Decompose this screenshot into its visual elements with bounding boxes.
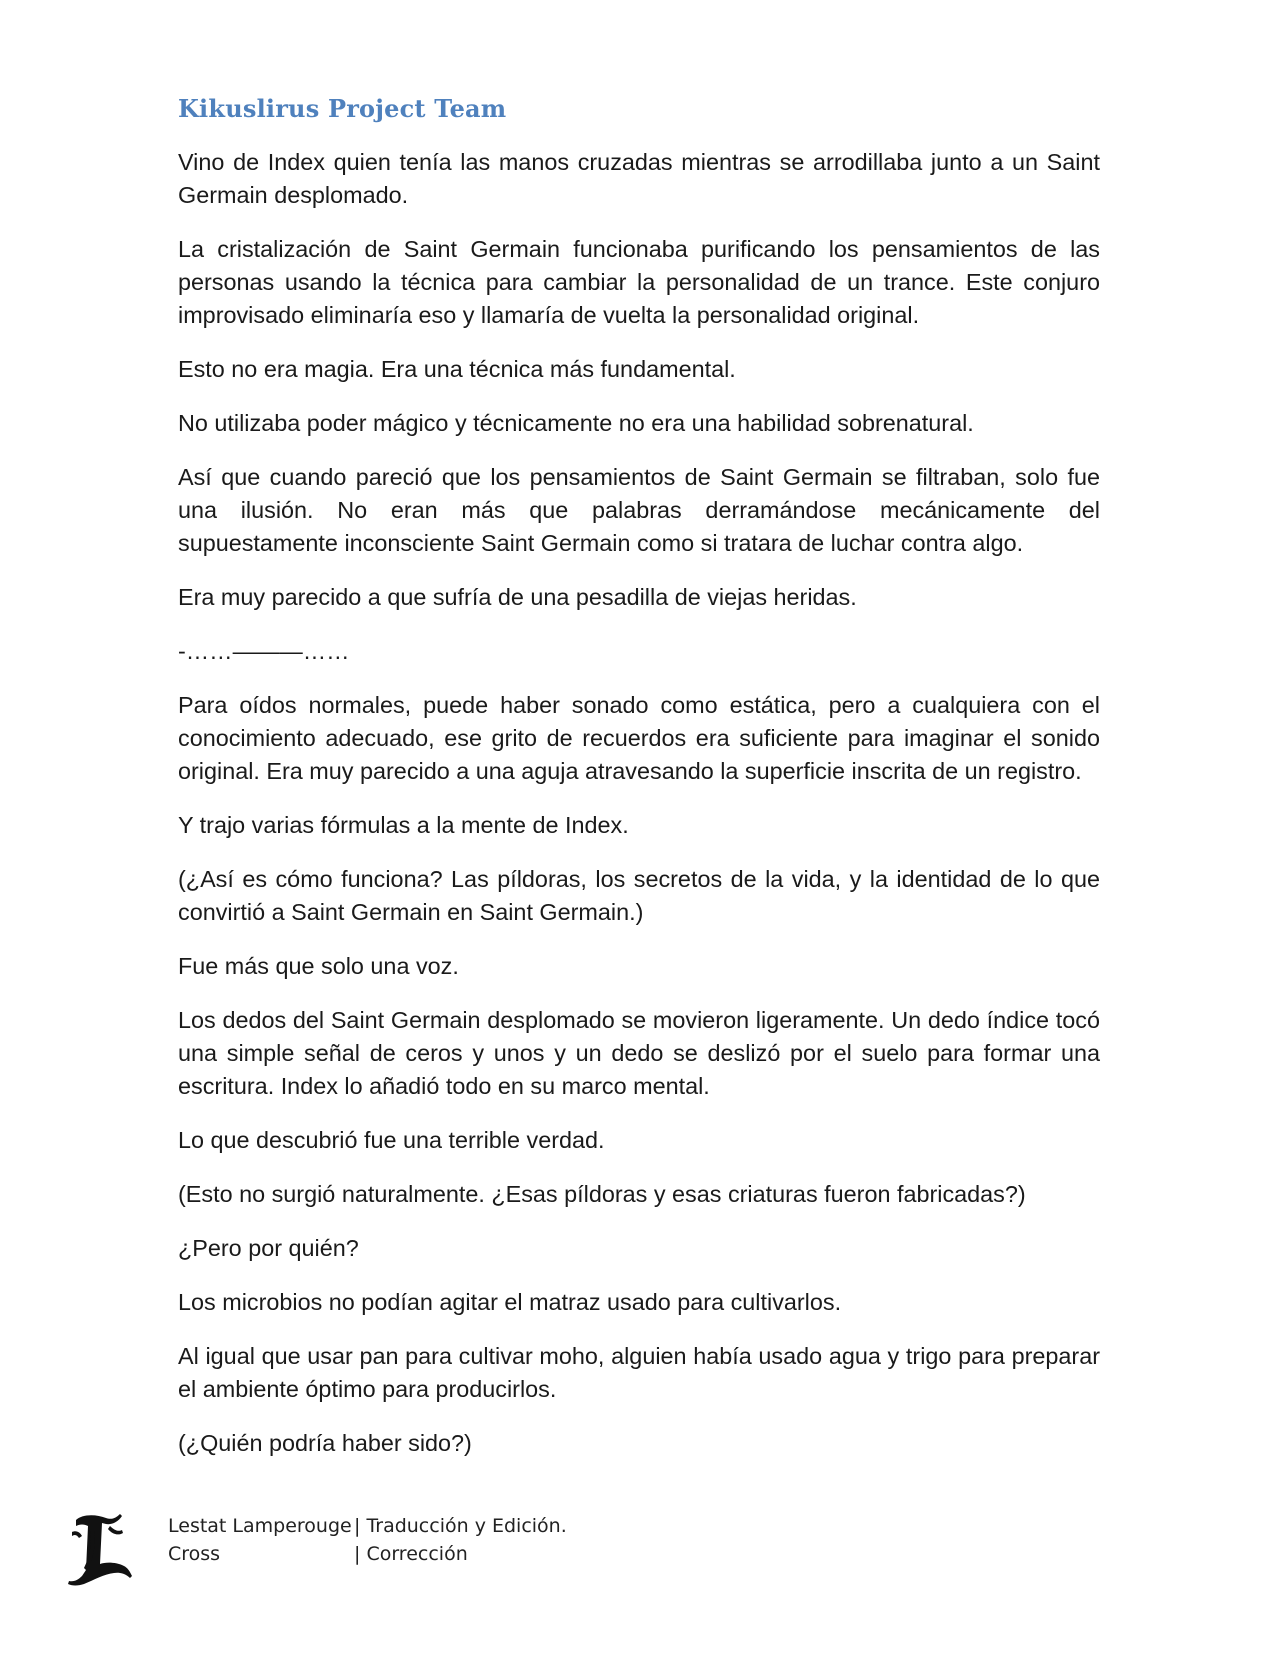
paragraph: Para oídos normales, puede haber sonado como estática, pero a cualquiera con el conocimiento adecuado, ese grito de recuerdos era suficiente para imaginar el sonido original. Era muy parecido a una aguja atravesando la superficie inscrita de un registro. bbox=[178, 692, 1100, 784]
credit-role: | Corrección bbox=[354, 1543, 468, 1565]
paragraph: No utilizaba poder mágico y técnicamente no era una habilidad sobrenatural. bbox=[178, 410, 974, 436]
paragraph: ¿Pero por quién? bbox=[178, 1235, 359, 1261]
paragraph: Vino de Index quien tenía las manos cruzadas mientras se arrodillaba junto a un Saint Germain desplomado. bbox=[178, 149, 1100, 208]
paragraph: Lo que descubrió fue una terrible verdad. bbox=[178, 1127, 605, 1153]
paragraph: Y trajo varias fórmulas a la mente de Index. bbox=[178, 812, 629, 838]
paragraph: (Esto no surgió naturalmente. ¿Esas píldoras y esas criaturas fueron fabricadas?) bbox=[178, 1181, 1026, 1207]
paragraph: Al igual que usar pan para cultivar moho, alguien había usado agua y trigo para preparar el ambiente óptimo para producirlos. bbox=[178, 1343, 1100, 1402]
credit-row bbox=[168, 1512, 567, 1540]
paragraph: -……———…… bbox=[178, 638, 350, 664]
paragraph: Esto no era magia. Era una técnica más fundamental. bbox=[178, 356, 736, 382]
credit-name: Lestat Lamperouge bbox=[168, 1515, 352, 1537]
paragraph: (¿Quién podría haber sido?) bbox=[178, 1430, 472, 1456]
paragraph: Así que cuando pareció que los pensamientos de Saint Germain se filtraban, solo fue una ilusión. No eran más que palabras derramándose mecánicamente del supuestamente inconsciente Saint Germain como si tratara de luchar contra algo. bbox=[178, 464, 1100, 556]
page-footer bbox=[60, 1512, 760, 1592]
credits bbox=[168, 1512, 567, 1568]
paragraph: Era muy parecido a que sufría de una pesadilla de viejas heridas. bbox=[178, 584, 857, 610]
team-header: Kikuslirus Project Team bbox=[178, 94, 507, 123]
body-text bbox=[178, 146, 1100, 1481]
credit-row bbox=[168, 1540, 567, 1568]
paragraph: (¿Así es cómo funciona? Las píldoras, los secretos de la vida, y la identidad de lo que convirtió a Saint Germain en Saint Germain.) bbox=[178, 866, 1100, 925]
paragraph: La cristalización de Saint Germain funcionaba purificando los pensamientos de las personas usando la técnica para cambiar la personalidad de un trance. Este conjuro improvisado eliminaría eso y llamaría de vuelta la personalidad original. bbox=[178, 236, 1100, 328]
paragraph: Los dedos del Saint Germain desplomado se movieron ligeramente. Un dedo índice tocó una simple señal de ceros y unos y un dedo se deslizó por el suelo para formar una escritura. Index lo añadió todo en su marco mental. bbox=[178, 1007, 1100, 1099]
gothic-letter-l-logo bbox=[66, 1512, 134, 1588]
paragraph: Fue más que solo una voz. bbox=[178, 953, 459, 979]
credit-role: | Traducción y Edición. bbox=[354, 1515, 567, 1537]
credit-name: Cross bbox=[168, 1543, 221, 1565]
paragraph: Los microbios no podían agitar el matraz usado para cultivarlos. bbox=[178, 1289, 842, 1315]
